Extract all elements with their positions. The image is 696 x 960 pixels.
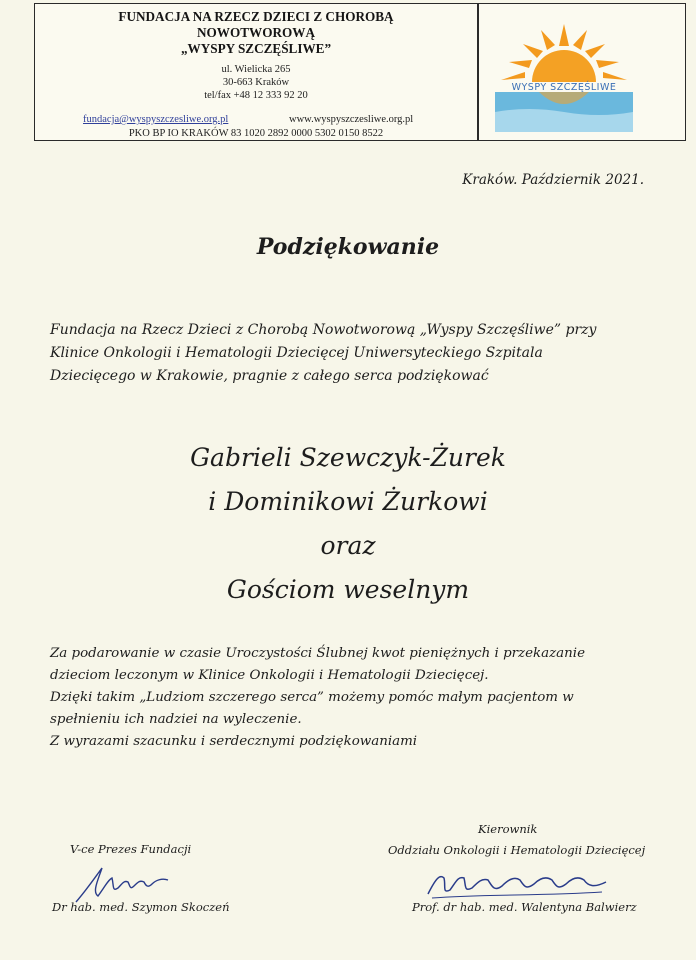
left-signatory-title: V-ce Prezes Fundacji xyxy=(70,842,192,856)
recipient-conjunction: oraz xyxy=(320,531,376,560)
document-title: Podziękowanie xyxy=(256,234,440,260)
org-name-line-2: NOWOTWOROWĄ xyxy=(197,25,315,40)
bank-account: PKO BP IO KRAKÓW 83 1020 2892 0000 5302 0150 8522 xyxy=(128,128,384,139)
city-address: 30-663 Kraków xyxy=(222,77,290,88)
intro-paragraph xyxy=(50,319,650,388)
email-link[interactable]: fundacja@wyspyszczesliwe.org.pl xyxy=(83,114,229,125)
body-line: Z wyrazami szacunku i serdecznymi podziękowaniami xyxy=(50,734,418,749)
body-line: dzieciom leczonym w Klinice Onkologii i Hematologii Dziecięcej. xyxy=(50,668,489,683)
date-line: Kraków. Październik 2021. xyxy=(462,172,644,188)
right-signatory-role: Kierownik xyxy=(478,822,538,836)
sun-over-sea-icon xyxy=(489,16,639,134)
street-address: ul. Wielicka 265 xyxy=(221,64,291,75)
right-signatory-department: Oddziału Onkologii i Hematologii Dziecięcej xyxy=(388,843,646,857)
body-line: spełnieniu ich nadziei na wyleczenie. xyxy=(50,712,302,727)
org-name-line-1: FUNDACJA NA RZECZ DZIECI Z CHOROBĄ xyxy=(118,9,394,24)
address-block xyxy=(35,63,477,102)
foundation-logo xyxy=(489,16,639,134)
body-paragraph xyxy=(50,643,670,753)
right-signature-icon xyxy=(422,868,612,902)
right-signatory-name: Prof. dr hab. med. Walentyna Balwierz xyxy=(412,900,637,914)
organization-name xyxy=(35,9,477,57)
svg-text:WYSPY SZCZĘŚLIWE: WYSPY SZCZĘŚLIWE xyxy=(511,82,617,93)
letterhead-divider xyxy=(477,4,479,140)
left-signatory-name: Dr hab. med. Szymon Skoczeń xyxy=(52,900,230,914)
intro-line: Fundacja na Rzecz Dzieci z Chorobą Nowotworową „Wyspy Szczęśliwe” przy xyxy=(50,322,597,338)
website-link[interactable]: www.wyspyszczesliwe.org.pl xyxy=(289,114,414,125)
recipient-name: Gabrieli Szewczyk-Żurek xyxy=(190,443,506,472)
intro-line: Dziecięcego w Krakowie, pragnie z całego serca podziękować xyxy=(50,368,489,384)
recipient-guests: Gościom weselnym xyxy=(226,575,470,604)
body-line: Za podarowanie w czasie Uroczystości Ślubnej kwot pieniężnych i przekazanie xyxy=(50,646,585,661)
intro-line: Klinice Onkologii i Hematologii Dziecięcej Uniwersyteckiego Szpitala xyxy=(50,345,543,361)
recipient-name: i Dominikowi Żurkowi xyxy=(208,487,488,516)
letterhead xyxy=(34,3,686,141)
phone-fax: tel/fax +48 12 333 92 20 xyxy=(204,90,308,101)
body-line: Dzięki takim „Ludziom szczerego serca” możemy pomóc małym pacjentom w xyxy=(50,690,574,705)
org-name-line-3: „WYSPY SZCZĘŚLIWE” xyxy=(180,41,332,56)
recipients-block xyxy=(0,436,696,612)
